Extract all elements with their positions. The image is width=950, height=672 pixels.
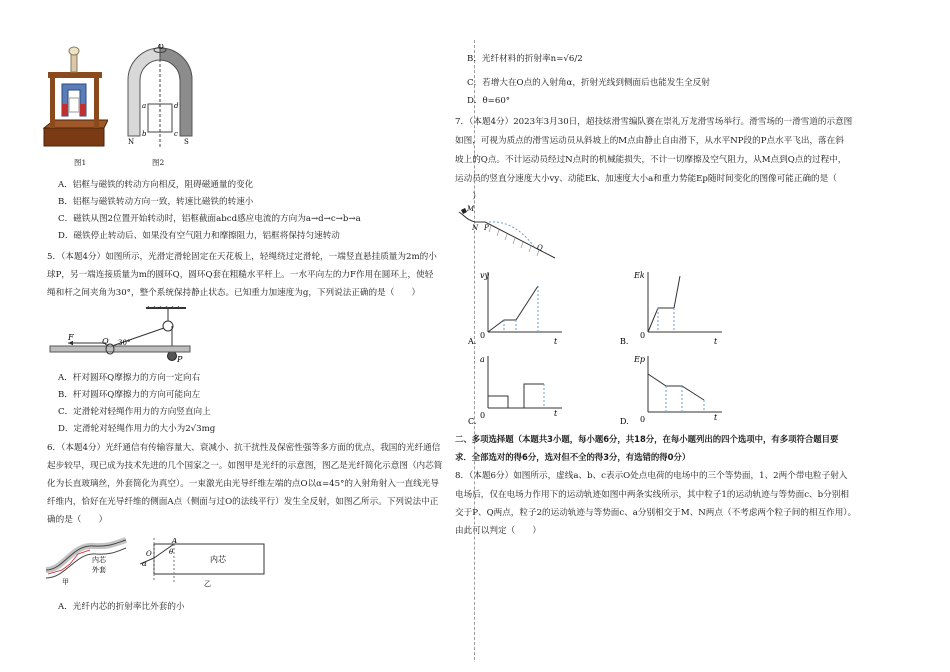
q7-stem-line-4: 运动员的竖直分速度大小vy、动能Ek、加速度大小a和重力势能Ep随时间变化的图像可能正确的是（	[455, 174, 837, 184]
graph-c-xlabel: t	[554, 409, 558, 418]
figure-1-caption: 图1	[74, 158, 87, 167]
q5-label-q: Q	[102, 337, 109, 346]
graph-a-letter: A.	[468, 337, 477, 346]
q6-stem-line-4: 纤维内，恰好在光导纤维的侧面A点（侧面与过O的法线平行）发生全反射，如图乙所示。下列说法中正	[47, 497, 439, 507]
q4-option-c: C．磁铁从图2位置开始转动时，铝框截面abcd感应电流的方向为a→d→c→b→a	[58, 214, 361, 224]
figure-2-magnet	[122, 44, 198, 156]
graph-d-origin: 0	[640, 415, 646, 424]
graph-b-origin: 0	[640, 331, 646, 340]
fig2-label-a: a	[142, 102, 147, 110]
slope-label-n: N	[472, 224, 479, 232]
q7-graph-a	[458, 268, 568, 348]
q6-jia-caption: 甲	[62, 578, 69, 586]
column-divider	[474, 40, 475, 660]
q5-label-angle: 30°	[118, 339, 131, 347]
slope-label-q: Q	[537, 244, 543, 252]
q6-figure-yi	[140, 538, 270, 588]
graph-a-xlabel: t	[554, 337, 558, 346]
fig2-label-b: b	[142, 130, 147, 138]
q6-yi-alpha: α	[142, 560, 147, 568]
q7-graph-d	[618, 352, 728, 432]
graph-d-letter: D.	[620, 417, 629, 426]
q5-label-f: F	[68, 333, 74, 342]
q6-yi-a: A	[172, 538, 178, 545]
graph-b-ylabel: Ek	[634, 271, 645, 280]
q6-stem-line-1: 6．（本题4分）光纤通信有传输容量大、衰减小、抗干扰性及保密性强等多方面的优点，我国的光纤通信	[47, 443, 441, 453]
fig2-label-n: N	[128, 138, 135, 146]
fig2-label-c: c	[174, 130, 178, 138]
q5-stem-line-3: 绳和杆之间夹角为30°，整个系统保持静止状态。已知重力加速度为g，下列说法正确的是（ ）	[47, 288, 421, 298]
q6-stem-line-2: 起步较早，现已成为技术先进的几个国家之一。如图甲是光纤的示意图，图乙是光纤简化示意图（内芯简	[47, 461, 443, 471]
q5-option-b: B．杆对圆环Q摩擦力的方向可能向左	[58, 390, 201, 400]
graph-c-letter: C.	[468, 417, 477, 426]
q5-stem-line-1: 5．（本题4分）如图所示，光滑定滑轮固定在天花板上，轻绳绕过定滑轮，一端竖直悬挂质量为2m的小	[47, 252, 437, 262]
q6-yi-o: O	[146, 550, 152, 558]
fig2-label-d: d	[174, 102, 179, 110]
q5-stem-line-2: 球P，另一端连接质量为m的圆环Q，圆环Q套在粗糙水平杆上。一水平向左的力F作用在圆环上，使轻	[47, 270, 434, 280]
q5-option-a: A．杆对圆环Q摩擦力的方向一定向右	[58, 373, 201, 383]
q8-stem-line-1: 8．（本题6分）如图所示，虚线a、b、c表示O处点电荷的电场中的三个等势面，1、2两个带电粒子射入	[455, 471, 848, 481]
figure-2-caption: 图2	[152, 158, 165, 167]
graph-d-ylabel: Ep	[634, 355, 645, 364]
graph-a-origin: 0	[480, 331, 486, 340]
q6-option-a: A．光纤内芯的折射率比外套的小	[58, 602, 185, 612]
fig2-label-s: S	[184, 138, 189, 146]
graph-b-xlabel: t	[714, 337, 718, 346]
slope-label-p: P	[484, 224, 489, 232]
q4-option-d: D．磁铁停止转动后、如果没有空气阻力和摩擦阻力，铝框将保持匀速转动	[58, 231, 340, 241]
q7-stem-line-3: 坡上的Q点。不计运动员经过N点时的机械能损失，不计一切摩擦及空气阻力，从M点到Q点的过程中，	[455, 155, 847, 165]
q7-stem-line-5: ）	[455, 192, 481, 202]
q8-stem-line-2: 电场后，仅在电场力作用下的运动轨迹如图中两条实线所示，其中粒子1的运动轨迹与等势面c、b分别相	[455, 490, 849, 500]
graph-a-ylabel: vy	[480, 271, 490, 280]
q6-jia-outer: 外套	[92, 566, 106, 574]
fig2-label-o: O	[158, 44, 164, 51]
q5-option-d: D．定滑轮对轻绳作用力的大小为2√3mg	[58, 424, 216, 434]
q6-stem-line-5: 确的是（ ）	[47, 515, 108, 525]
q5-figure	[46, 306, 196, 366]
q6-yi-caption: 乙	[204, 580, 211, 588]
graph-c-origin: 0	[480, 411, 486, 420]
q6-option-b: B．光纤材料的折射率n=√6/2	[467, 54, 583, 64]
q6-option-c: C．若增大在O点的入射角α，折射光线到侧面后也能发生全反射	[467, 78, 710, 88]
q6-option-d: D．θ=60°	[467, 96, 511, 106]
q6-yi-theta: θ	[169, 548, 174, 556]
q6-jia-inner: 内芯	[92, 556, 106, 564]
q5-option-c: C．定滑轮对轻绳作用力的方向竖直向上	[58, 407, 211, 417]
q6-figure-jia	[44, 536, 128, 586]
q4-option-a: A．铝框与磁铁的转动方向相反，阻碍磁通量的变化	[58, 180, 254, 190]
section-2-header-line-1: 二、多项选择题（本题共3小题，每小题6分，共18分，在每小题列出的四个选项中，有多项符合题目要	[455, 434, 839, 444]
q5-label-p: P	[177, 355, 183, 364]
graph-d-xlabel: t	[714, 413, 718, 422]
q6-yi-core: 内芯	[210, 555, 226, 564]
section-2-header-line-2: 求．全部选对的得6分，选对但不全的得3分，有选错的得0分）	[455, 452, 691, 462]
q7-stem-line-1: 7．（本题4分）2023年3月30日，超技炫滑雪编队赛在崇礼万龙滑雪场举行。滑雪场的一滑雪道的示意图	[455, 117, 853, 127]
q7-stem-line-2: 如图，可视为质点的滑雪运动员从斜坡上的M点由静止自由滑下，从水平NP段的P点水平飞出，落在斜	[455, 136, 844, 146]
figure-1-apparatus	[40, 44, 108, 156]
q6-stem-line-3: 化为长直玻璃丝，外套简化为真空）。一束激光由光导纤维左端的点O以α=45°的入射角射入一直线光导	[47, 479, 439, 489]
q4-option-b: B．铝框与磁铁转动方向一致，转速比磁铁的转速小	[58, 197, 254, 207]
graph-b-letter: B.	[620, 337, 629, 346]
q7-graph-c	[458, 352, 568, 432]
q7-slope-figure	[455, 204, 565, 260]
q8-stem-line-3: 交于P、Q两点，粒子2的运动轨迹与等势面c、a分别相交于M、N两点（不考虑两个粒子间的相互作用）。	[455, 508, 857, 518]
q8-stem-line-4: 由此可以判定（ ）	[455, 526, 541, 536]
graph-c-ylabel: a	[480, 355, 485, 364]
slope-label-m: M	[467, 205, 475, 213]
q7-graph-b	[618, 268, 728, 348]
